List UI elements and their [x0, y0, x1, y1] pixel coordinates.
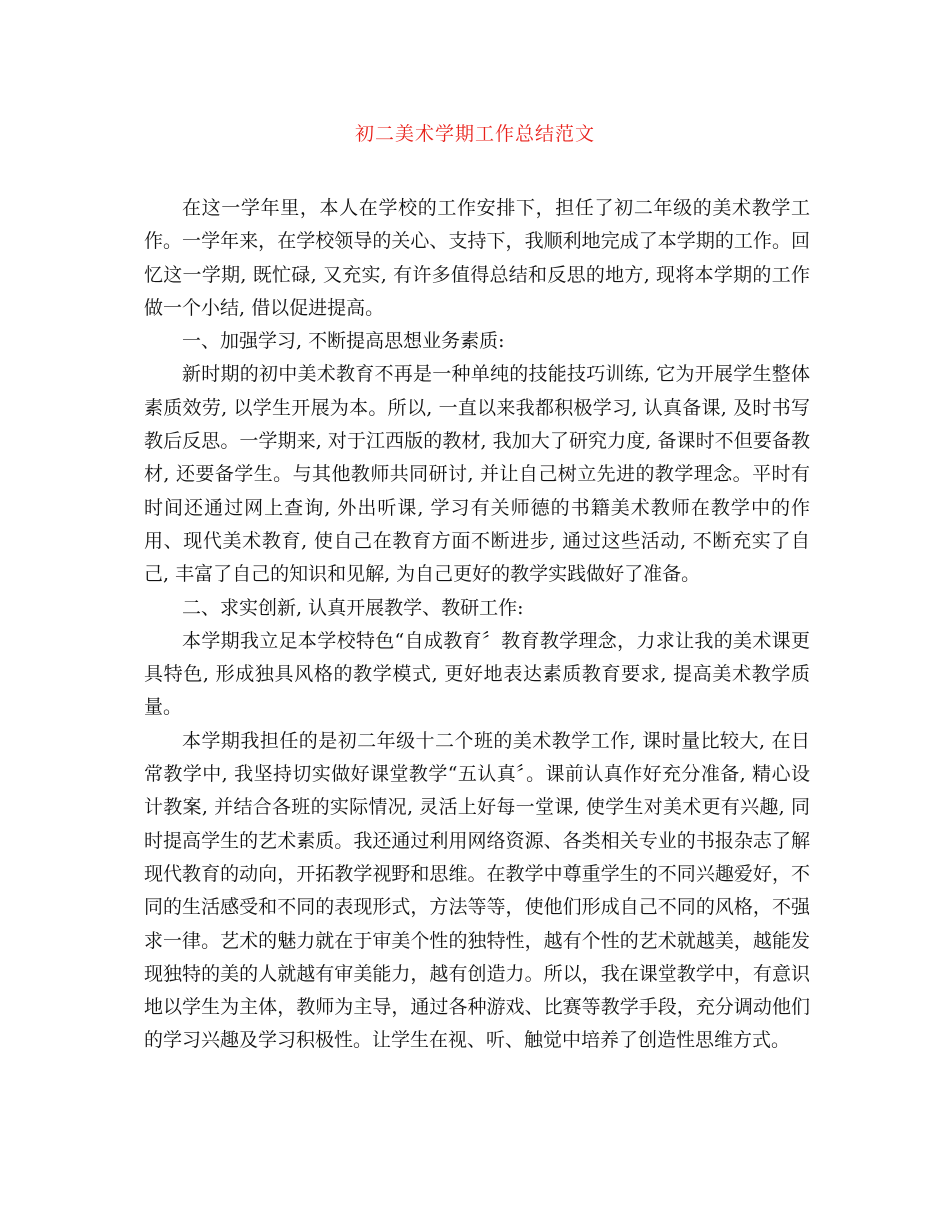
document-body: [144, 192, 810, 1058]
paragraph-teaching: 本学期我担任的是初二年级十二个班的美术教学工作, 课时量比较大, 在日常教学中, 我坚持切实做好课堂教学“五认真〞。课前认真作好充分准备, 精心设计教案, 并结合各班的实际情况, 灵活上好每一堂课, 使学生对美术更有兴趣, 同时提高学生的艺术素质。我还通过利用网络资源、各类相关专业的书报杂志了解现代教育的动向，开拓教学视野和思维。在教学中尊重学生的不同兴趣爱好，不同的生活感受和不同的表现形式，方法等等，使他们形成自己不同的风格，不强求一律。艺术的魅力就在于审美个性的独特性，越有个性的艺术就越美，越能发现独特的美的人就越有审美能力，越有创造力。所以，我在课堂教学中，有意识地以学生为主体，教师为主导，通过各种游戏、比赛等教学手段，充分调动他们的学习兴趣及学习积极性。让学生在视、听、触觉中培养了创造性思维方式。: [144, 729, 810, 1052]
section-heading-2: 二、求实创新, 认真开展教学、教研工作:: [182, 596, 524, 619]
document-title: 初二美术学期工作总结范文: [354, 123, 595, 145]
paragraph-intro: 在这一学年里，本人在学校的工作安排下，担任了初二年级的美术教学工作。一学年来，在学校领导的关心、支持下，我顺利地完成了本学期的工作。回忆这一学期, 既忙碌, 又充实, 有许多值得总结和反思的地方, 现将本学期的工作做一个小结, 借以促进提高。: [144, 197, 810, 319]
paragraph-philosophy: 本学期我立足本学校特色“自成教育〞教育教学理念，力求让我的美术课更具特色, 形成独具风格的教学模式, 更好地表达素质教育要求, 提高美术教学质量。: [144, 629, 810, 719]
section-heading-1: 一、加强学习, 不断提高思想业务素质:: [182, 330, 505, 353]
paragraph-study: 新时期的初中美术教育不再是一种单纯的技能技巧训练, 它为开展学生整体素质效劳, 以学生开展为本。所以, 一直以来我都积极学习, 认真备课, 及时书写教后反思。一学期来, 对于江西版的教材, 我加大了研究力度, 备课时不但要备教材, 还要备学生。与其他教师共同研讨, 并让自己树立先进的教学理念。平时有时间还通过网上查询, 外出听课, 学习有关师德的书籍美术教师在教学中的作用、现代美术教育, 使自己在教育方面不断进步, 通过这些活动, 不断充实了自己, 丰富了自己的知识和见解, 为自己更好的教学实践做好了准备。: [144, 363, 810, 586]
